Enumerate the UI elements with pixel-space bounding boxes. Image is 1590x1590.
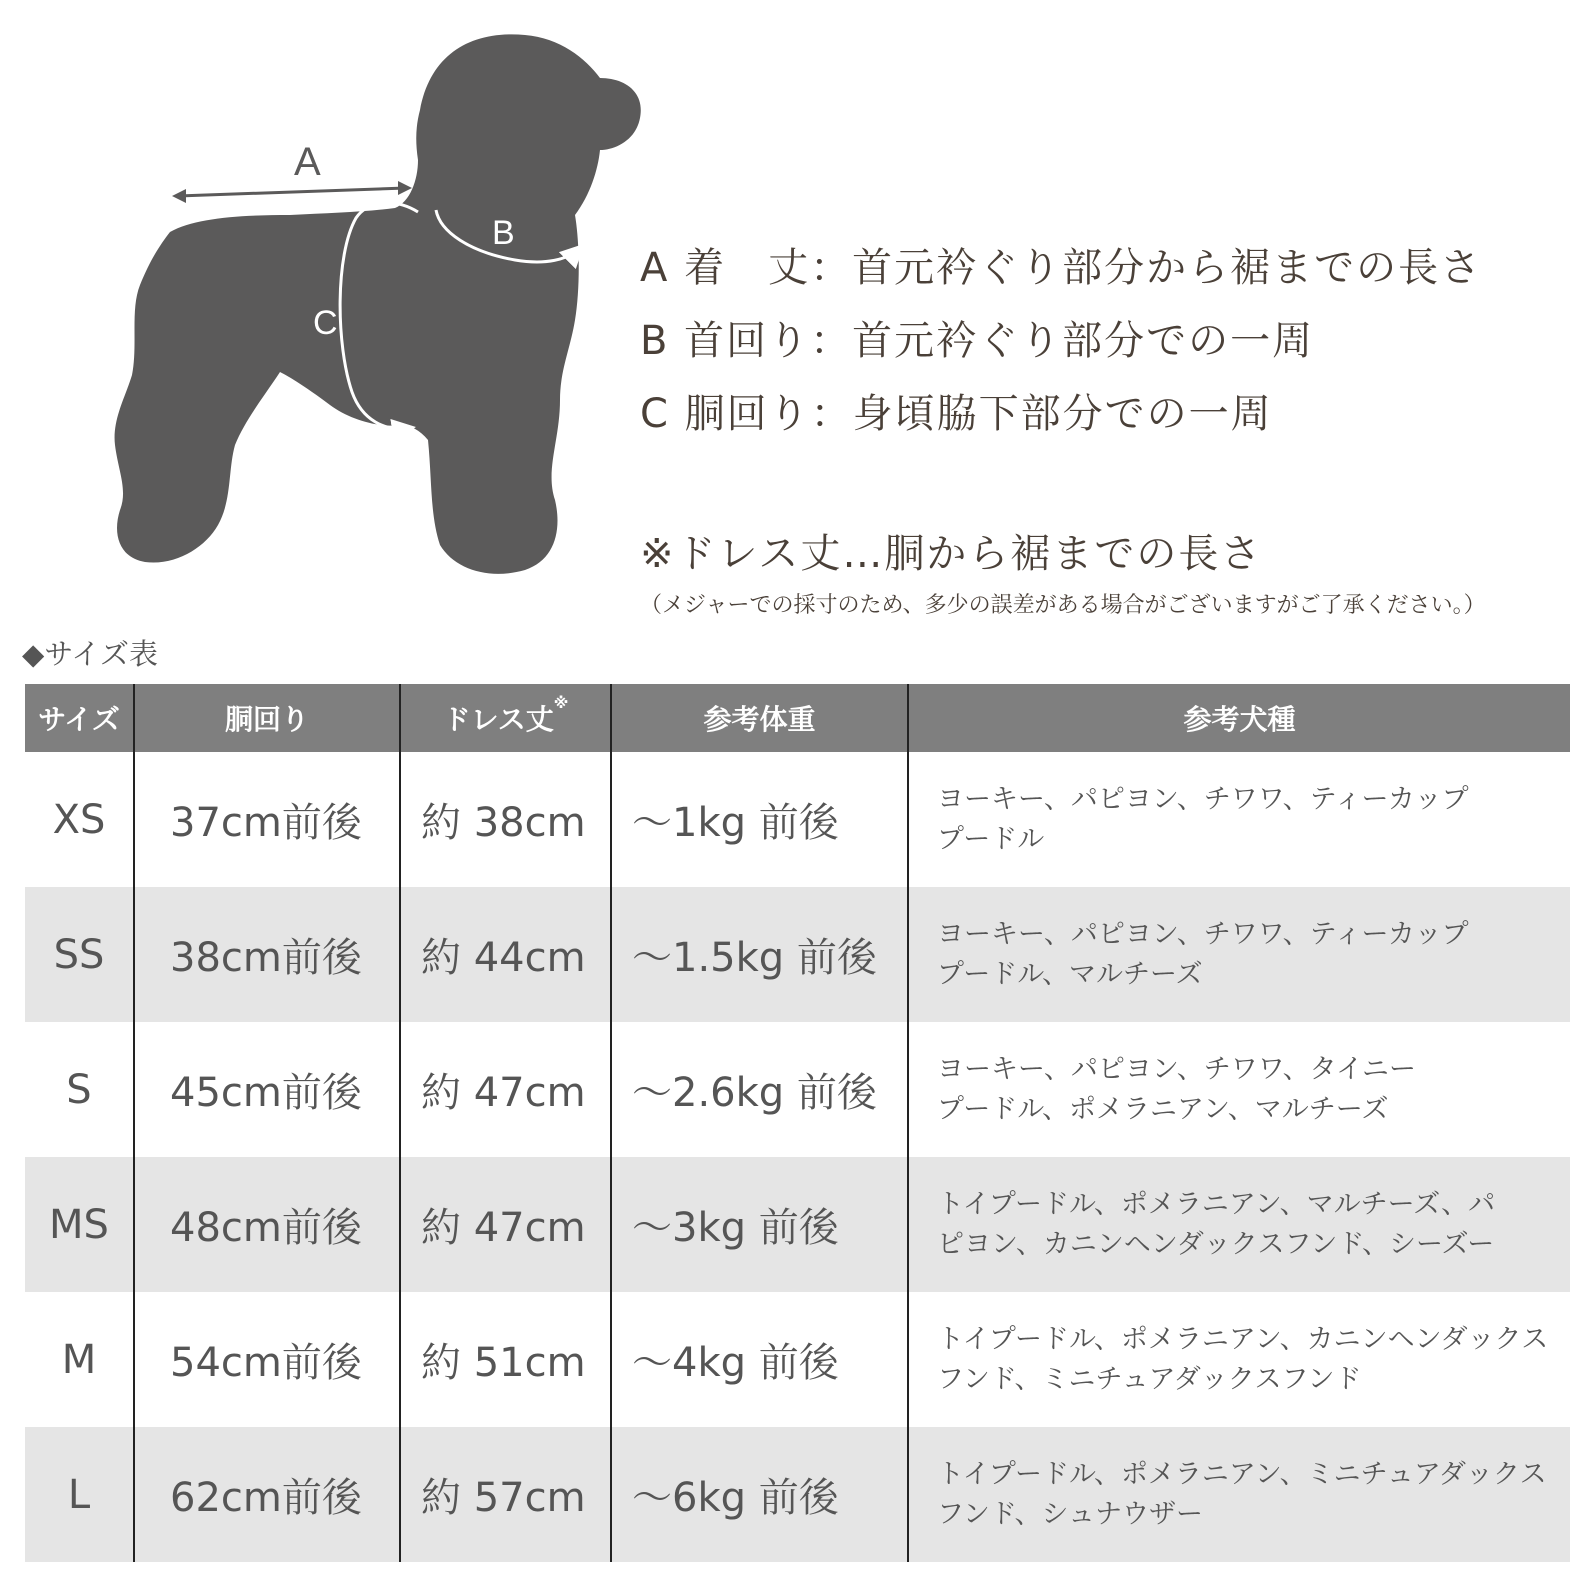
cell-breed <box>908 1292 1570 1427</box>
cell-weight: ～1kg 前後 <box>611 752 908 887</box>
cell-weight: ～1.5kg 前後 <box>611 887 908 1022</box>
cell-dou: 48cm前後 <box>134 1157 400 1292</box>
cell-weight: ～6kg 前後 <box>611 1427 908 1562</box>
cell-size: M <box>61 1336 97 1383</box>
label-b: B <box>492 214 515 252</box>
cell-dress: 約 38cm <box>400 752 611 887</box>
measurement-disclaimer: （メジャーでの採寸のため、多少の誤差がある場合がございますがご了承ください。） <box>640 593 1486 618</box>
breed-line: トイプードル、ポメラニアン、カニンヘンダックス <box>937 1323 1549 1355</box>
cell-weight: ～3kg 前後 <box>611 1157 908 1292</box>
measure-a-arrow <box>178 188 406 196</box>
table-row <box>25 1427 1570 1562</box>
label-c: C <box>313 304 338 342</box>
breed-line: フンド、ミニチュアダックスフンド <box>937 1363 1362 1395</box>
cell-breed <box>908 1157 1570 1292</box>
legend-c: C 胴回り：身頃脇下部分での一周 <box>640 391 1273 437</box>
size-table <box>25 684 1570 1562</box>
cell-size: L <box>25 1427 134 1562</box>
cell-breed <box>908 1022 1570 1157</box>
cell-dou: 38cm前後 <box>134 887 400 1022</box>
header-dou: 胴回り <box>134 684 400 752</box>
breed-line: トイプードル、ポメラニアン、マルチーズ、パ <box>937 1188 1496 1220</box>
cell-dress: 約 44cm <box>400 887 611 1022</box>
dog-silhouette-icon <box>115 34 641 573</box>
cell-size: SS <box>25 887 134 1022</box>
cell-breed <box>908 1427 1570 1562</box>
header-weight: 参考体重 <box>611 684 908 752</box>
breed-line: プードル、マルチーズ <box>937 958 1203 990</box>
dress-length-note: ※ドレス丈…胴から裾までの長さ <box>640 531 1263 577</box>
legend-b: B 首回り：首元衿ぐり部分での一周 <box>640 318 1315 364</box>
table-row <box>25 1292 1570 1427</box>
table-header-row <box>25 684 1570 752</box>
dog-measurement-diagram <box>0 0 680 620</box>
table-row <box>25 887 1570 1022</box>
breed-line: プードル、ポメラニアン、マルチーズ <box>937 1093 1389 1125</box>
header-size: サイズ <box>25 684 134 752</box>
table-row <box>25 1022 1570 1157</box>
breed-line: プードル <box>937 823 1045 855</box>
cell-size: S <box>66 1066 92 1113</box>
breed-line: フンド、シュナウザー <box>937 1498 1203 1530</box>
cell-dress: 約 47cm <box>400 1157 611 1292</box>
cell-dress: 約 57cm <box>400 1427 611 1562</box>
cell-breed <box>908 752 1570 887</box>
cell-size: MS <box>25 1157 134 1292</box>
cell-dou: 62cm前後 <box>134 1427 400 1562</box>
cell-breed <box>908 887 1570 1022</box>
breed-line: トイプードル、ポメラニアン、ミニチュアダックス <box>937 1458 1547 1490</box>
header-dress-mark: ※ <box>553 694 569 712</box>
cell-dou: 54cm前後 <box>134 1292 400 1427</box>
header-dress <box>400 684 611 752</box>
table-row <box>25 1157 1570 1292</box>
breed-line: ピヨン、カニンヘンダックスフンド、シーズー <box>937 1228 1495 1260</box>
cell-dou: 45cm前後 <box>134 1022 400 1157</box>
size-table-title: ◆サイズ表 <box>22 637 158 671</box>
cell-dou: 37cm前後 <box>134 752 400 887</box>
breed-line: ヨーキー、パピヨン、チワワ、ティーカップ <box>937 783 1469 815</box>
header-dress-label: ドレス丈 <box>442 703 554 736</box>
table-row <box>25 752 1570 887</box>
cell-dress: 約 47cm <box>400 1022 611 1157</box>
breed-line: ヨーキー、パピヨン、チワワ、タイニー <box>937 1053 1416 1085</box>
legend-a: A 着 丈：首元衿ぐり部分から裾までの長さ <box>640 245 1483 291</box>
cell-weight: ～4kg 前後 <box>611 1292 908 1427</box>
label-a: A <box>294 140 321 184</box>
cell-weight: ～2.6kg 前後 <box>611 1022 908 1157</box>
breed-line: ヨーキー、パピヨン、チワワ、ティーカップ <box>937 918 1469 950</box>
cell-dress: 約 51cm <box>400 1292 611 1427</box>
cell-size: XS <box>52 796 106 843</box>
measurement-legend <box>640 238 1482 457</box>
header-breed: 参考犬種 <box>908 684 1570 752</box>
